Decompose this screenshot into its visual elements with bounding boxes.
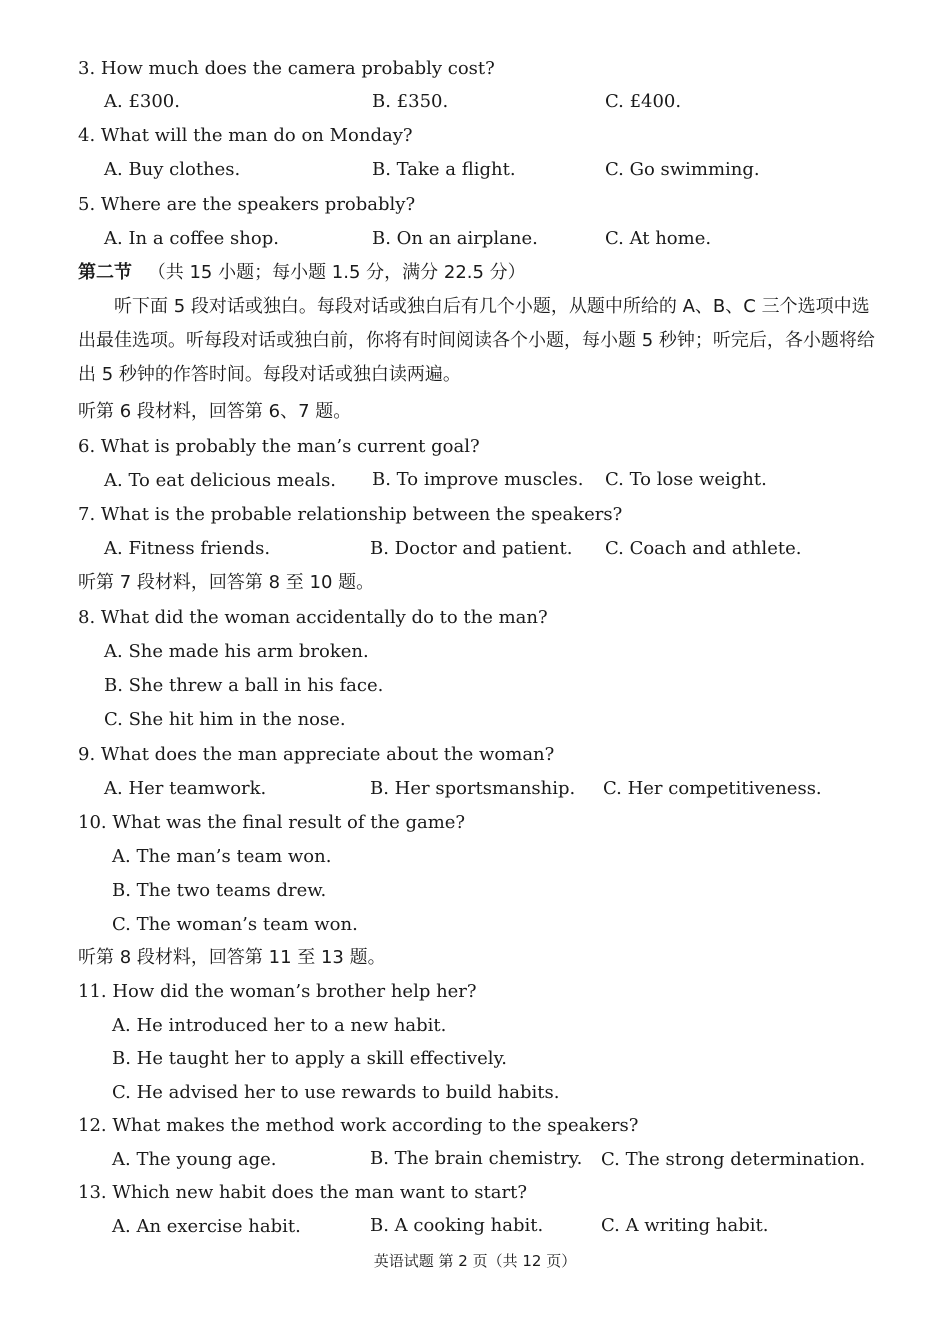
question-8: 8. What did the woman accidentally do to the man? [78,607,548,628]
question-6: 6. What is probably the man’s current goal? [78,436,480,457]
material-header-8: 听第 8 段材料，回答第 11 至 13 题。 [78,947,386,968]
option-7a: A. Fitness friends. [104,538,271,559]
question-11: 11. How did the woman’s brother help her? [78,981,477,1002]
section-instructions: 听下面 5 段对话或独白。每段对话或独白后有几个小题，从题中所给的 A、B、C 三个选项中选出最佳选项。听每段对话或独白前，你将有时间阅读各个小题，每小题 5 秒钟；听完后，各小题将给出 5 秒钟的作答时间。每段对话或独白读两遍。 [78,296,875,385]
option-3a: A. £300. [104,91,180,112]
question-12: 12. What makes the method work according to the speakers? [78,1115,639,1136]
option-3b: B. £350. [372,91,449,112]
option-6a: A. To eat delicious meals. [104,470,337,491]
material-header-6: 听第 6 段材料，回答第 6、7 题。 [78,401,352,422]
option-9c: C. Her competitiveness. [603,778,822,799]
option-4c: C. Go swimming. [605,159,760,180]
option-10b: B. The two teams drew. [112,880,327,901]
section-title: 第二节 [78,262,132,283]
option-6b: B. To improve muscles. [372,469,584,490]
option-8c: C. She hit him in the nose. [104,709,346,730]
option-4b: B. Take a flight. [372,159,516,180]
option-5b: B. On an airplane. [372,228,538,249]
question-9: 9. What does the man appreciate about the woman? [78,744,555,765]
option-13a: A. An exercise habit. [112,1216,301,1237]
option-9b: B. Her sportsmanship. [370,778,576,799]
option-5c: C. At home. [605,228,712,249]
section-subtitle: （共 15 小题；每小题 1.5 分，满分 22.5 分） [147,262,526,283]
option-13b: B. A cooking habit. [370,1215,544,1236]
option-11b: B. He taught her to apply a skill effectively. [112,1048,507,1069]
option-4a: A. Buy clothes. [104,159,241,180]
option-12a: A. The young age. [112,1149,277,1170]
option-10c: C. The woman’s team won. [112,914,358,935]
option-6c: C. To lose weight. [605,469,767,490]
option-11c: C. He advised her to use rewards to build habits. [112,1082,560,1103]
option-3c: C. £400. [605,91,682,112]
question-4: 4. What will the man do on Monday? [78,125,413,146]
page-footer: 英语试题 第 2 页（共 12 页） [373,1252,577,1270]
option-11a: A. He introduced her to a new habit. [112,1015,447,1036]
option-13c: C. A writing habit. [601,1215,769,1236]
question-7: 7. What is the probable relationship between the speakers? [78,504,623,525]
option-12b: B. The brain chemistry. [370,1148,583,1169]
option-7b: B. Doctor and patient. [370,538,573,559]
option-10a: A. The man’s team won. [112,846,332,867]
question-10: 10. What was the final result of the game? [78,812,466,833]
option-7c: C. Coach and athlete. [605,538,802,559]
option-12c: C. The strong determination. [601,1149,866,1170]
option-8b: B. She threw a ball in his face. [104,675,384,696]
option-9a: A. Her teamwork. [104,778,267,799]
question-3: 3. How much does the camera probably cost? [78,58,495,79]
section-heading [78,262,526,284]
option-5a: A. In a coffee shop. [104,228,279,249]
material-header-7: 听第 7 段材料，回答第 8 至 10 题。 [78,572,375,593]
question-13: 13. Which new habit does the man want to start? [78,1182,527,1203]
question-5: 5. Where are the speakers probably? [78,194,416,215]
option-8a: A. She made his arm broken. [104,641,369,662]
